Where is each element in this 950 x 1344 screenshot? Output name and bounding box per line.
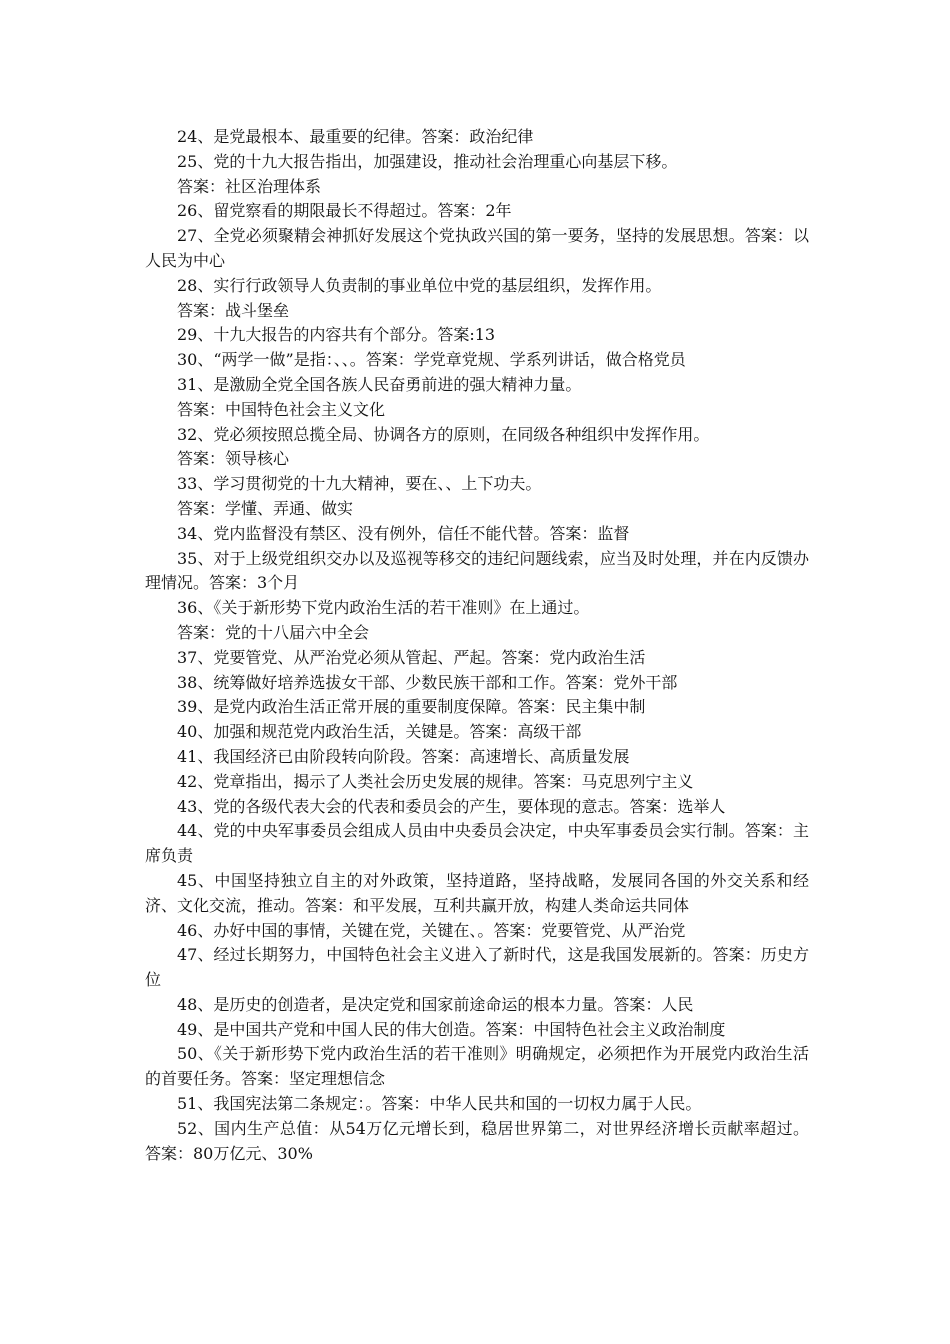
paragraph-q46: 46、办好中国的事情，关键在党，关键在、。答案：党要管党、从严治党: [177, 920, 686, 940]
paragraph-q38: 38、统筹做好培养选拔女干部、少数民族干部和工作。答案：党外干部: [177, 672, 678, 692]
paragraph-q36-answer: 答案：党的十八届六中全会: [177, 622, 370, 642]
paragraph-q39: 39、是党内政治生活正常开展的重要制度保障。答案：民主集中制: [177, 697, 646, 717]
paragraph-q31: 31、是激励全党全国各族人民奋勇前进的强大精神力量。: [177, 374, 582, 394]
paragraph-q28-answer: 答案：战斗堡垒: [177, 300, 290, 320]
paragraph-q32-answer: 答案：领导核心: [177, 449, 290, 469]
paragraph-q27: 27、全党必须聚精会神抓好发展这个党执政兴国的第一要务，坚持的发展思想。答案：以人民为中心: [145, 226, 809, 270]
paragraph-q28: 28、实行行政领导人负责制的事业单位中党的基层组织，发挥作用。: [177, 275, 662, 295]
paragraph-q33-answer: 答案：学懂、弄通、做实: [177, 498, 354, 518]
paragraph-q33: 33、学习贯彻党的十九大精神，要在、、上下功夫。: [177, 474, 542, 494]
document-page: [145, 125, 809, 1166]
paragraph-q31-answer: 答案：中国特色社会主义文化: [177, 399, 386, 419]
paragraph-q41: 41、我国经济已由阶段转向阶段。答案：高速增长、高质量发展: [177, 746, 630, 766]
paragraph-q52: 52、国内生产总值：从54万亿元增长到，稳居世界第二，对世界经济增长贡献率超过。答案：80万亿元、30%: [145, 1118, 809, 1163]
paragraph-q36: 36、《关于新形势下党内政治生活的若干准则》在上通过。: [177, 598, 590, 618]
paragraph-q32: 32、党必须按照总揽全局、协调各方的原则，在同级各种组织中发挥作用。: [177, 424, 710, 444]
paragraph-q29: 29、十九大报告的内容共有个部分。答案:13: [177, 325, 496, 345]
paragraph-q25-answer: 答案：社区治理体系: [177, 176, 322, 196]
paragraph-q24: 24、是党最根本、最重要的纪律。答案：政治纪律: [177, 127, 534, 146]
paragraph-q25: 25、党的十九大报告指出，加强建设，推动社会治理重心向基层下移。: [177, 151, 678, 171]
paragraph-q51: 51、我国宪法第二条规定：。答案：中华人民共和国的一切权力属于人民。: [177, 1094, 702, 1114]
paragraph-q30: 30、“两学一做”是指：、、。答案：学党章党规、学系列讲话，做合格党员: [177, 350, 686, 370]
paragraph-q48: 48、是历史的创造者，是决定党和国家前途命运的根本力量。答案：人民: [177, 994, 694, 1014]
paragraph-q40: 40、加强和规范党内政治生活，关键是。答案：高级干部: [177, 722, 582, 742]
paragraph-q45: 45、中国坚持独立自主的对外政策，坚持道路，坚持战略，发展同各国的外交关系和经济、文化交流，推动。答案：和平发展，互利共赢开放，构建人类命运共同体: [145, 870, 809, 915]
paragraph-q34: 34、党内监督没有禁区、没有例外，信任不能代替。答案：监督: [177, 523, 630, 543]
paragraph-q50: 50、《关于新形势下党内政治生活的若干准则》明确规定，必须把作为开展党内政治生活的首要任务。答案：坚定理想信念: [145, 1044, 809, 1089]
paragraph-q49: 49、是中国共产党和中国人民的伟大创造。答案：中国特色社会主义政治制度: [177, 1019, 726, 1039]
paragraph-q42: 42、党章指出，揭示了人类社会历史发展的规律。答案：马克思列宁主义: [177, 771, 694, 791]
paragraph-q44: 44、党的中央军事委员会组成人员由中央委员会决定，中央军事委员会实行制。答案：主席负责: [145, 821, 809, 866]
paragraph-q35: 35、对于上级党组织交办以及巡视等移交的违纪问题线索，应当及时处理，并在内反馈办理情况。答案：3个月: [145, 548, 809, 593]
paragraph-q26: 26、留党察看的期限最长不得超过。答案：2年: [177, 201, 512, 221]
paragraph-q37: 37、党要管党、从严治党必须从管起、严起。答案：党内政治生活: [177, 647, 646, 667]
paragraph-q43: 43、党的各级代表大会的代表和委员会的产生，要体现的意志。答案：选举人: [177, 796, 726, 816]
paragraph-q47: 47、经过长期努力，中国特色社会主义进入了新时代，这是我国发展新的。答案：历史方位: [145, 945, 809, 990]
